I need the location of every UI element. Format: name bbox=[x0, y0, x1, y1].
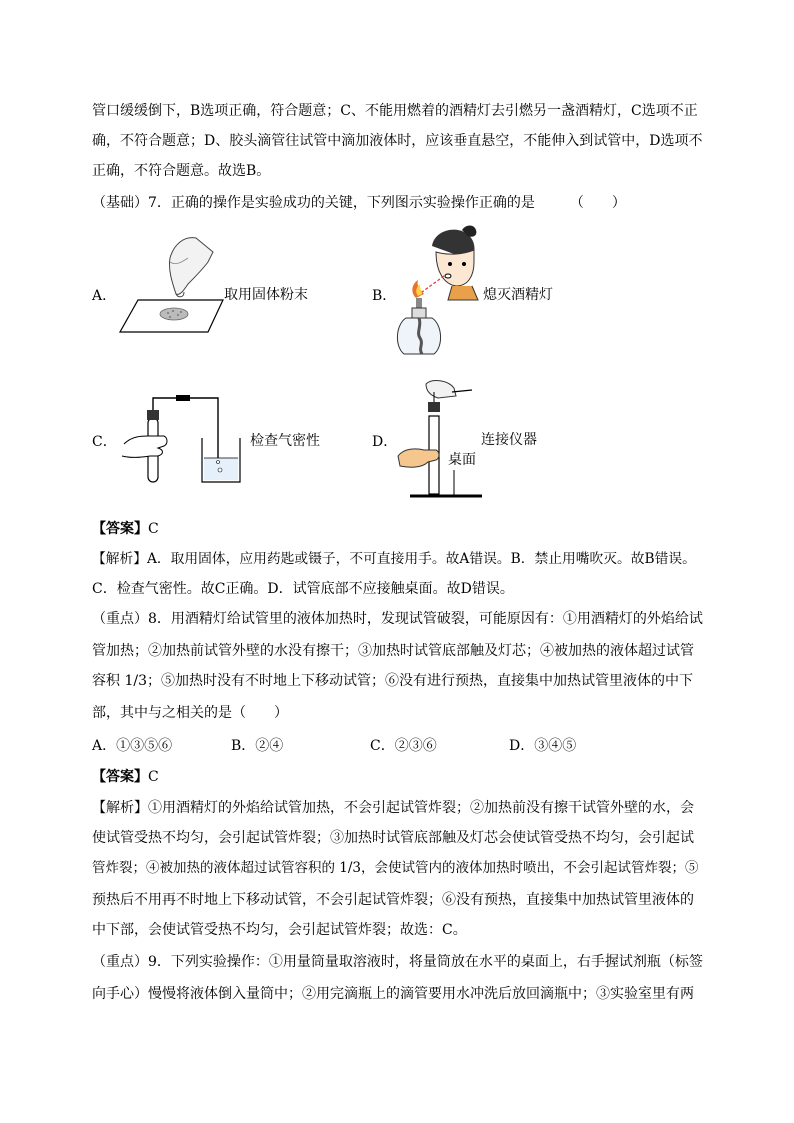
option-c-letter: C． bbox=[92, 434, 117, 450]
question-9-stem: 向手心）慢慢将液体倒入量筒中；②用完滴瓶上的滴管要用水冲洗后放回滴瓶中；③实验室里有两 bbox=[92, 986, 694, 1002]
text-line: 管口缓缓倒下，B选项正确，符合题意；C、不能用燃着的酒精灯去引燃另一盏酒精灯，C选项不正 bbox=[92, 103, 698, 119]
question-7-stem: （基础）7．正确的操作是实验成功的关键，下列图示实验操作正确的是 （ ） bbox=[92, 195, 626, 211]
q8-choice-b: B．②④ bbox=[231, 738, 284, 754]
text-line: 正确，不符合题意。故选B。 bbox=[92, 163, 271, 179]
q7-analysis-line: 【解析】A．取用固体，应用药匙或镊子，不可直接用手。故A错误。B．禁止用嘴吹灭。故B错误。 bbox=[92, 551, 696, 567]
blowing-out-alcohol-lamp-illustration bbox=[392, 224, 492, 360]
q8-analysis-line: 预热后不用再不时地上下移动试管，不会引起试管炸裂；⑥没有预热，直接集中加热试管里液体的 bbox=[92, 892, 694, 908]
q8-choice-c: C．②③⑥ bbox=[370, 738, 437, 754]
option-a-label: 取用固体粉末 bbox=[224, 287, 308, 303]
option-a-letter: A． bbox=[92, 288, 117, 304]
question-8-stem: （重点）8．用酒精灯给试管里的液体加热时，发现试管破裂，可能原因有：①用酒精灯的外焰给试 bbox=[92, 611, 703, 627]
option-d-letter: D． bbox=[372, 434, 398, 450]
q7-answer bbox=[92, 519, 159, 539]
q8-analysis-line: 使试管受热不均匀，会引起试管炸裂；③加热时试管底部触及灯芯会使试管受热不均匀，会引起试 bbox=[92, 830, 694, 846]
answer-tag: 【答案】 bbox=[92, 769, 148, 785]
q8-choice-a: A．①③⑤⑥ bbox=[92, 738, 173, 754]
option-d-label: 连接仪器 bbox=[481, 432, 537, 448]
answer-tag: 【答案】 bbox=[92, 521, 148, 537]
q7-analysis-line: C．检查气密性。故C正确。D．试管底部不应接触桌面。故D错误。 bbox=[92, 581, 514, 597]
option-c-label: 检查气密性 bbox=[250, 433, 320, 449]
solid-powder-hand-illustration bbox=[118, 232, 228, 340]
option-d-sub-label: 桌面 bbox=[448, 452, 476, 468]
question-9-stem: （重点）9．下列实验操作：①用量筒量取溶液时，将量筒放在水平的桌面上，右手握试剂瓶（标签 bbox=[92, 954, 703, 970]
question-8-stem: 容积 1/3；⑤加热时没有不时地上下移动试管；⑥没有进行预热，直接集中加热试管里液体的中下 bbox=[92, 673, 693, 689]
q8-choice-d: D．③④⑤ bbox=[509, 738, 577, 754]
text-line: 确，不符合题意；D、胶头滴管往试管中滴加液体时，应该垂直悬空，不能伸入到试管中，D选项不 bbox=[92, 133, 703, 149]
answer-value: C bbox=[148, 521, 159, 537]
answer-value: C bbox=[148, 769, 159, 785]
q8-answer bbox=[92, 767, 159, 787]
option-b-label: 熄灭酒精灯 bbox=[483, 287, 553, 303]
option-b-letter: B． bbox=[372, 288, 397, 304]
question-8-stem: 部，其中与之相关的是（ ） bbox=[92, 705, 288, 721]
question-8-stem: 管加热；②加热前试管外壁的水没有擦干；③加热时试管底部触及灯芯；④被加热的液体超过试管 bbox=[92, 643, 694, 659]
q8-analysis-line: 【解析】①用酒精灯的外焰给试管加热，不会引起试管炸裂；②加热前没有擦干试管外壁的水，会 bbox=[92, 800, 694, 816]
q8-analysis-line: 管炸裂；④被加热的液体超过试管容积的 1/3，会使试管内的液体加热时喷出，不会引起试管炸裂；⑤ bbox=[92, 860, 699, 876]
airtightness-check-illustration bbox=[118, 392, 248, 488]
q8-analysis-line: 中下部，会使试管受热不均匀，会引起试管炸裂；故选：C。 bbox=[92, 922, 467, 938]
